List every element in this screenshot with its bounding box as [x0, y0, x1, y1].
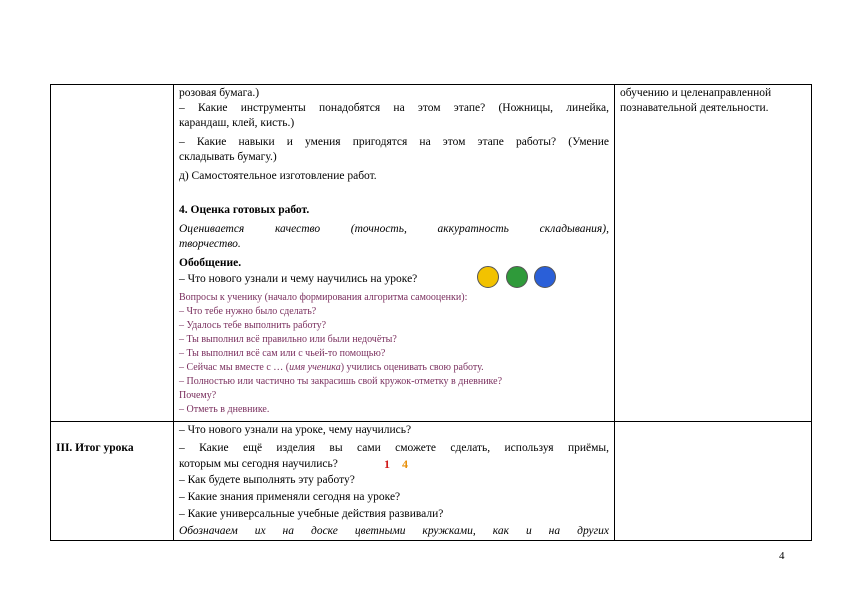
page-number: 4 — [779, 550, 785, 562]
row1-line-3: карандаш, клей, кисть.) — [179, 117, 295, 129]
row2-line-2: – Какие ещё изделия вы сами сможете сделать, используя приёмы, — [179, 442, 609, 454]
self-eval-item-3: – Ты выполнил всё правильно или были недочёты? — [179, 334, 397, 345]
stage-label: III. Итог урока — [56, 442, 134, 454]
row1-line-6: д) Самостоятельное изготовление работ. — [179, 170, 377, 182]
row2-line-6: – Какие универсальные учебные действия развивали? — [179, 508, 444, 520]
summary-question: – Что нового узнали и чему научились на уроке? — [179, 273, 418, 285]
self-eval-item-1: – Что тебе нужно было сделать? — [179, 306, 317, 317]
self-eval-item-4: – Ты выполнил всё сам или с чьей-то помощью? — [179, 348, 386, 359]
self-eval-item-8: – Отметь в дневнике. — [179, 404, 270, 415]
table-left-border — [50, 84, 51, 541]
right-col-text-1: обучению и целенаправленной — [620, 87, 772, 99]
self-eval-name-italic: имя ученика — [289, 362, 341, 373]
number-orange: 4 — [402, 457, 408, 471]
row2-line-5: – Какие знания применяли сегодня на уроке? — [179, 491, 401, 503]
table-col-divider-2 — [614, 84, 615, 541]
self-eval-name-prefix: – Сейчас мы вместе с … ( — [179, 362, 290, 373]
row1-line-5: складывать бумагу.) — [179, 151, 277, 163]
self-eval-item-6: – Полностью или частично ты закрасишь свой кружок-отметку в дневнике? — [179, 376, 503, 387]
row1-line-2: – Какие инструменты понадобятся на этом этапе? (Ножницы, линейка, — [179, 102, 609, 114]
right-col-text-2: познавательной деятельности. — [620, 102, 769, 114]
self-eval-title: Вопросы к ученику (начало формирования алгоритма самооценки): — [179, 292, 468, 303]
row2-line-3: которым мы сегодня научились? — [179, 458, 338, 470]
row2-line-1: – Что нового узнали на уроке, чему научились? — [179, 424, 412, 436]
evaluation-line-2: творчество. — [179, 238, 241, 250]
row2-line-4: – Как будете выполнять эту работу? — [179, 474, 355, 486]
blue-circle-icon — [534, 266, 556, 288]
table-row-divider — [50, 421, 812, 422]
self-eval-item-5 — [179, 361, 484, 375]
table-top-border — [50, 84, 812, 85]
green-circle-icon — [506, 266, 528, 288]
row1-line-1: розовая бумага.) — [179, 87, 260, 99]
self-eval-item-2: – Удалось тебе выполнить работу? — [179, 320, 327, 331]
evaluation-line-1: Оценивается качество (точность, аккуратность складывания), — [179, 223, 609, 235]
self-eval-item-7: Почему? — [179, 390, 217, 401]
yellow-circle-icon — [477, 266, 499, 288]
row1-line-4: – Какие навыки и умения пригодятся на этом этапе работы? (Умение — [179, 136, 609, 148]
table-bottom-border — [50, 540, 812, 541]
row2-line-7: Обозначаем их на доске цветными кружками, как и на других — [179, 525, 609, 537]
table-col-divider-1 — [173, 84, 174, 541]
section4-title: 4. Оценка готовых работ. — [179, 204, 310, 216]
summary-title: Обобщение. — [179, 257, 242, 269]
self-eval-name-suffix: ) учились оценивать свою работу. — [340, 362, 484, 373]
table-right-border — [811, 84, 812, 541]
number-red: 1 — [384, 457, 390, 471]
